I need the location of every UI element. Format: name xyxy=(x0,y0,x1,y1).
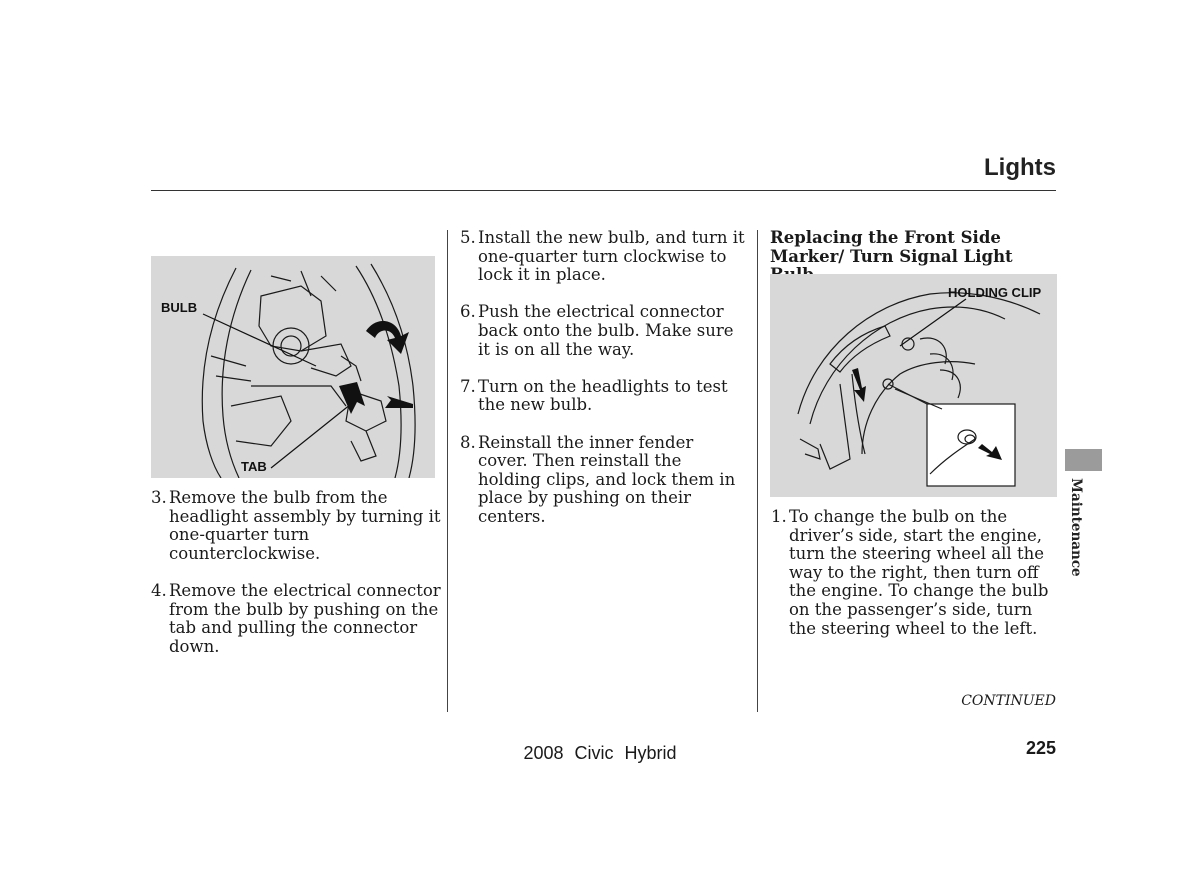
tab-label: TAB xyxy=(241,459,267,474)
step-item xyxy=(151,582,441,656)
footer-title: 2008 Civic Hybrid xyxy=(523,743,677,763)
step-number: 5. xyxy=(460,228,476,247)
step-item xyxy=(771,508,1063,638)
title-rule xyxy=(151,190,1056,191)
steps-left-list xyxy=(151,489,441,675)
step-number: 1. xyxy=(771,507,787,526)
holding-clip-label: HOLDING CLIP xyxy=(948,285,1042,300)
step-text: Install the new bulb, and turn it one-quarter turn clockwise to lock it in place. xyxy=(478,228,745,285)
step-number: 6. xyxy=(460,302,476,322)
section-side-label: Maintenance xyxy=(1068,478,1084,577)
step-number: 8. xyxy=(460,432,476,452)
steps-right-list xyxy=(771,508,1063,657)
bulb-label: BULB xyxy=(161,300,198,315)
step-number: 7. xyxy=(460,376,476,396)
step-text: Remove the electrical connector from the bulb by pushing on the tab and pulling the connector down. xyxy=(169,580,441,656)
step-text: Reinstall the inner fender cover. Then reinstall the holding clips, and lock them in place by pushing on their centers. xyxy=(478,432,736,526)
page-number: 225 xyxy=(1025,738,1056,758)
side-marker-illustration xyxy=(770,274,1057,497)
step-text: To change the bulb on the driver’s side, start the engine, turn the steering wheel all the way to the right, then turn off the engine. To change the bulb on the passenger’s side, turn the steering wheel to the left. xyxy=(789,507,1049,638)
side-marker-figure xyxy=(770,274,1057,497)
step-number: 3. xyxy=(151,488,167,507)
headlight-bulb-illustration xyxy=(151,256,435,478)
headlight-bulb-figure xyxy=(151,256,435,478)
continued-note: CONTINUED xyxy=(961,693,1056,709)
section-heading: Replacing the Front Side Marker/ Turn Signal Light xyxy=(770,228,1013,266)
step-item xyxy=(151,489,441,563)
step-text: Push the electrical connector back onto the bulb. Make sure it is on all the way. xyxy=(478,302,734,359)
step-text: Remove the bulb from the headlight assembly by turning it one-quarter turn counterclockwise. xyxy=(169,488,441,563)
step-number: 4. xyxy=(151,580,167,600)
step-item xyxy=(460,378,748,415)
column-divider-right xyxy=(757,230,758,712)
step-item xyxy=(460,434,748,527)
step-item xyxy=(460,229,748,285)
step-item xyxy=(460,303,748,359)
page-title: Lights xyxy=(984,154,1056,181)
column-divider-left xyxy=(447,230,448,712)
section-tab-marker xyxy=(1065,449,1102,471)
step-text: Turn on the headlights to test the new bulb. xyxy=(478,376,728,415)
steps-middle-list xyxy=(460,229,748,545)
